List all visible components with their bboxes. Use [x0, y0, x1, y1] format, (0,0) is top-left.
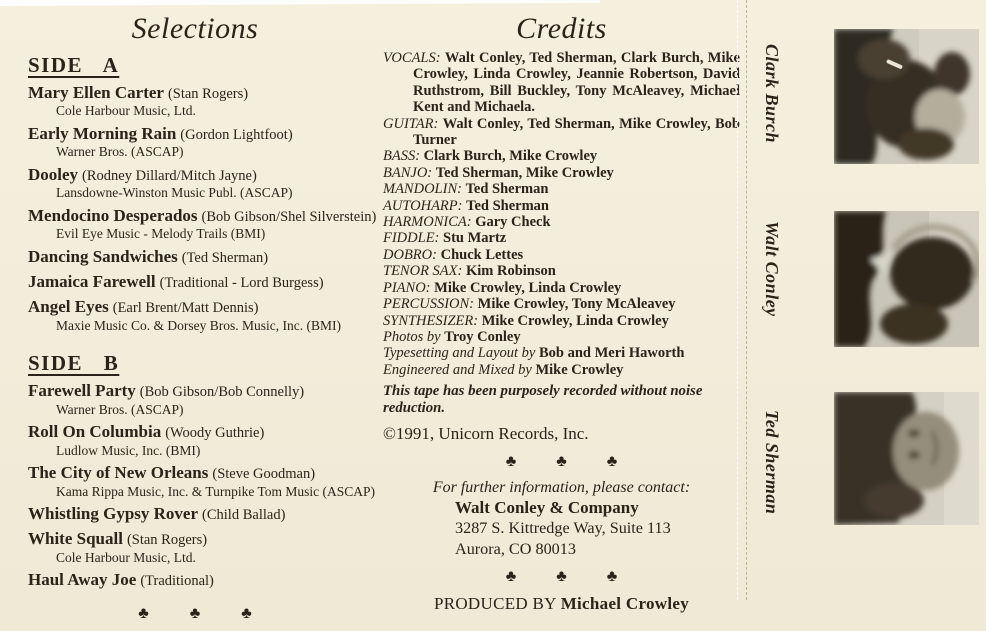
artist-name-walt-conley: Walt Conley [762, 221, 782, 317]
track-author: (Child Ballad) [202, 507, 286, 524]
track-title: Jamaica Farewell [28, 272, 156, 292]
credit-names: Mike Crowley, Tony McAleavey [477, 296, 676, 313]
selections-title: Selections [131, 12, 259, 45]
track-title: Angel Eyes [28, 297, 109, 317]
track-author: (Earl Brent/Matt Dennis) [112, 300, 259, 317]
track-item [28, 529, 362, 565]
contact-intro: For further information, please contact: [432, 479, 691, 497]
track-author: (Stan Rogers) [167, 86, 249, 102]
track-publisher: Warner Bros. (ASCAP) [56, 401, 184, 417]
credit-role: Photos by [383, 328, 441, 345]
track-publisher: Lansdowne-Winston Music Publ. (ASCAP) [56, 185, 293, 201]
credit-line [383, 214, 740, 230]
credit-line [383, 198, 740, 214]
club-icon: ♣ [241, 604, 252, 622]
track-item [28, 422, 362, 458]
credit-role: VOCALS: [383, 50, 441, 66]
credit-role: BANJO: [383, 164, 433, 181]
clubs-divider [28, 606, 362, 622]
production-credit-line [383, 362, 740, 378]
track-item [28, 297, 362, 333]
track-item [28, 247, 362, 267]
copyright-line: ©1991, Unicorn Records, Inc. [383, 424, 589, 444]
track-item [28, 165, 362, 201]
clubs-divider [383, 568, 740, 586]
credit-role: TENOR SAX: [383, 263, 463, 280]
credit-names: Walt Conley, Ted Sherman, Mike Crowley, Bob Turner [413, 115, 740, 149]
track-title: Mary Ellen Carter [28, 83, 164, 102]
track-item [28, 272, 362, 292]
credit-names: Chuck Lettes [440, 246, 524, 263]
credit-role: Typesetting and Layout by [383, 345, 536, 362]
credit-line [383, 148, 740, 164]
photo-walt-conley [834, 211, 979, 347]
club-icon: ♣ [189, 604, 201, 622]
credit-names: Ted Sherman, Mike Crowley [435, 164, 614, 181]
credit-names: Gary Check [475, 214, 551, 231]
credit-names: Walt Conley, Ted Sherman, Clark Burch, Mike Crowley, Linda Crowley, Jeannie Robertson, David Ruthstrom, Bill Buckley, Tony McAleavey, Michael Kent and Michaela. [413, 50, 740, 116]
credit-line [383, 247, 740, 263]
credit-role: PERCUSSION: [383, 296, 475, 313]
club-icon: ♣ [606, 567, 618, 585]
track-item [28, 205, 377, 242]
track-title: Dancing Sandwiches [28, 246, 178, 266]
credit-role: HARMONICA: [383, 214, 472, 231]
track-item [28, 463, 376, 499]
producer-name: Michael Crowley [560, 593, 690, 613]
track-author: (Rodney Dillard/Mitch Jayne) [82, 167, 257, 184]
credit-names: Mike Crowley, Linda Crowley [481, 312, 669, 329]
production-credit-line [383, 329, 740, 345]
credit-names: Mike Crowley, Linda Crowley [434, 279, 622, 296]
track-author: (Woody Guthrie) [165, 425, 265, 442]
contact-address-street: 3287 S. Kittredge Way, Suite 113 [455, 519, 671, 538]
track-title: Whistling Gypsy Rover [28, 504, 199, 524]
credit-line [383, 296, 740, 312]
club-icon: ♣ [505, 567, 517, 585]
track-title: Early Morning Rain [28, 123, 177, 143]
contact-company: Walt Conley & Company [455, 498, 639, 518]
credit-role: SYNTHESIZER: [383, 312, 479, 329]
credit-line [383, 165, 740, 181]
credit-role: BASS: [383, 148, 421, 165]
track-author: (Steve Goodman) [212, 466, 316, 483]
club-icon: ♣ [556, 453, 567, 471]
photo-clark-burch [834, 29, 979, 164]
track-item [28, 504, 362, 524]
track-author: (Bob Gibson/Bob Connelly) [139, 384, 305, 401]
photo-ted-sherman [834, 392, 979, 525]
track-item [28, 124, 362, 160]
production-credit-line [383, 345, 740, 361]
noise-reduction-notice: This tape has been purposely recorded without noise reduction. [383, 383, 703, 417]
track-publisher: Warner Bros. (ASCAP) [56, 144, 184, 160]
track-publisher: Ludlow Music, Inc. (BMI) [56, 442, 201, 458]
club-icon: ♣ [138, 604, 149, 622]
credit-role: FIDDLE: [383, 230, 440, 247]
track-author: (Traditional) [140, 573, 214, 590]
credits-title: Credits [516, 12, 607, 45]
contact-address-city: Aurora, CO 80013 [455, 539, 576, 558]
credit-line [383, 50, 740, 116]
track-title: Haul Away Joe [28, 570, 137, 590]
credit-role: DOBRO: [383, 246, 437, 263]
track-title: Farewell Party [28, 381, 136, 401]
track-publisher: Cole Harbour Music, Ltd. [56, 549, 196, 565]
track-title: White Squall [28, 529, 123, 549]
track-item [28, 570, 362, 590]
track-author: (Stan Rogers) [126, 532, 208, 549]
track-item [28, 83, 362, 119]
track-author: (Bob Gibson/Shel Silverstein) [201, 208, 377, 225]
produced-by-label: PRODUCED BY [433, 593, 557, 613]
credit-names: Ted Sherman [465, 181, 549, 198]
track-publisher: Cole Harbour Music, Ltd. [56, 103, 196, 119]
track-author: (Traditional - Lord Burgess) [159, 275, 324, 292]
credit-role: GUITAR: [383, 115, 439, 132]
club-icon: ♣ [505, 453, 517, 471]
side-a-heading: SIDE A [28, 53, 120, 77]
track-publisher: Kama Rippa Music, Inc. & Turnpike Tom Music (ASCAP) [56, 483, 376, 499]
produced-by-line [383, 594, 740, 614]
contact-block [455, 497, 740, 559]
track-title: Dooley [28, 164, 79, 184]
artist-name-clark-burch: Clark Burch [762, 44, 782, 144]
credit-role: PIANO: [383, 279, 431, 296]
side-b-heading: SIDE B [28, 351, 120, 376]
credit-line [383, 181, 740, 197]
credits-panel [383, 12, 740, 631]
credit-line [383, 313, 740, 329]
credit-names: Kim Robinson [465, 263, 556, 280]
credit-names: Mike Crowley [535, 361, 624, 378]
club-icon: ♣ [606, 453, 618, 471]
credit-line [383, 230, 740, 246]
credit-names: Bob and Meri Haworth [539, 345, 685, 362]
credit-names: Clark Burch, Mike Crowley [423, 148, 598, 165]
track-title: The City of New Orleans [28, 463, 209, 483]
credit-role: MANDOLIN: [383, 181, 462, 198]
credit-line [383, 263, 740, 279]
track-title: Roll On Columbia [28, 422, 162, 442]
credit-names: Stu Martz [443, 230, 507, 247]
credit-role: AUTOHARP: [383, 197, 463, 214]
track-item [28, 381, 362, 417]
track-title: Mendocino Desperados [28, 205, 198, 225]
artist-name-ted-sherman: Ted Sherman [762, 410, 782, 515]
track-publisher: Evil Eye Music - Melody Trails (BMI) [56, 226, 266, 242]
credit-line [383, 116, 740, 149]
credit-names: Troy Conley [444, 328, 521, 345]
club-icon: ♣ [556, 567, 567, 585]
selections-panel [28, 12, 377, 622]
clubs-divider [383, 453, 740, 471]
track-author: (Ted Sherman) [181, 249, 269, 266]
track-author: (Gordon Lightfoot) [180, 126, 293, 143]
credit-line [383, 280, 740, 296]
track-publisher: Maxie Music Co. & Dorsey Bros. Music, Inc. (BMI) [56, 317, 341, 333]
credit-role: Engineered and Mixed by [383, 361, 532, 378]
scan-edge [0, 0, 600, 6]
spine-panel [746, 0, 986, 600]
credit-names: Ted Sherman [466, 197, 549, 214]
